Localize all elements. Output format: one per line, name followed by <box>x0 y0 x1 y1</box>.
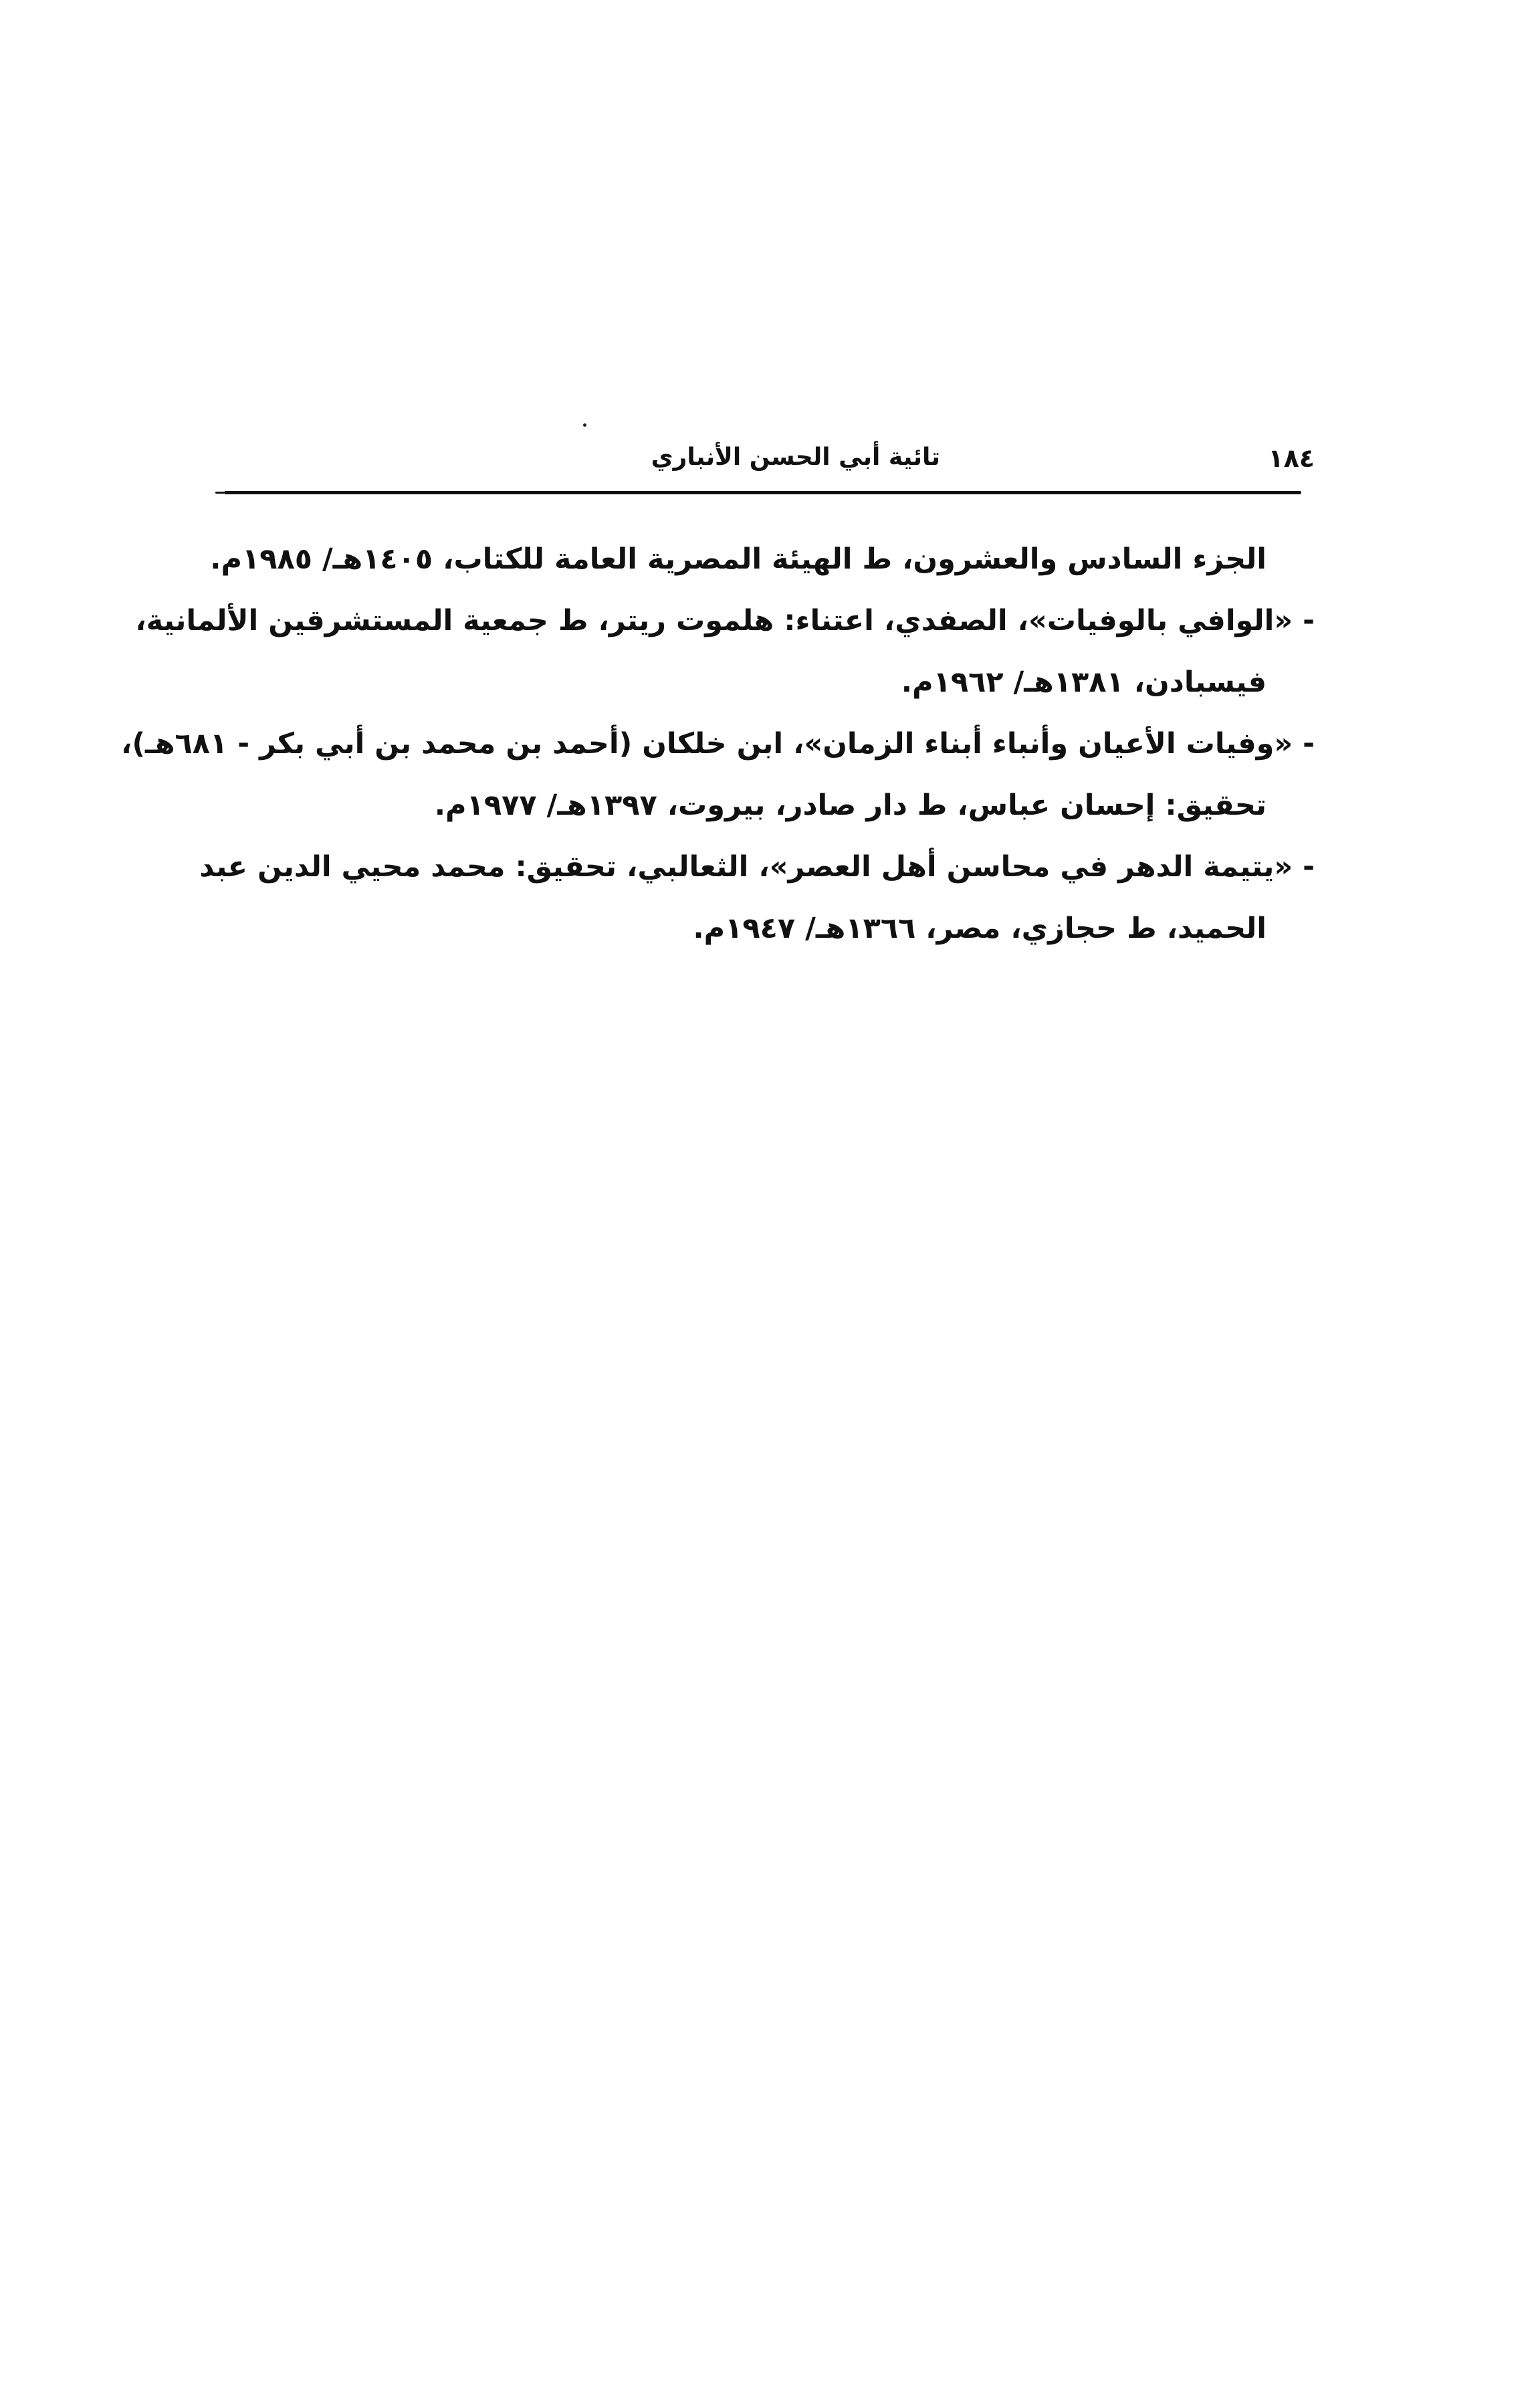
bibliography-line <box>222 898 1315 959</box>
page-number: ١٨٤ <box>1268 443 1315 473</box>
line-text: تحقيق: محمد محيي الدين عبد <box>199 850 627 884</box>
line-text: الجزء السادس والعشرون، ط الهيئة المصرية العامة للكتاب، ١٤٠٥هـ/ ١٩٨٥م. <box>210 542 1267 576</box>
line-text: اعتناء: هلموت ريتر، ط جمعية المستشرقين الألمانية، <box>135 604 884 637</box>
bibliography-line <box>121 713 1315 775</box>
entry-title: - «وفيات الأعيان وأنباء أبناء الزمان»، ابن خلكان <box>642 727 1315 761</box>
bibliography-line <box>222 775 1315 836</box>
bibliography-line <box>222 651 1315 713</box>
entry-title: - «الوافي بالوفيات»، الصفدي، <box>883 604 1315 637</box>
bibliography-line <box>135 590 1315 651</box>
bibliography-line <box>199 836 1315 898</box>
running-title: تائية أبي الحسن الأنباري <box>651 443 940 471</box>
bibliography-body <box>121 528 1315 959</box>
line-text: تحقيق: إحسان عباس، ط دار صادر، بيروت، ١٣٩٧هـ/ ١٩٧٧م. <box>434 789 1267 822</box>
line-text: الحميد، ط حجازي، مصر، ١٣٦٦هـ/ ١٩٤٧م. <box>693 912 1267 945</box>
line-text: فيسبادن، ١٣٨١هـ/ ١٩٦٢م. <box>901 666 1267 699</box>
line-text: (أحمد بن محمد بن أبي بكر - ٦٨١هـ)، <box>121 727 643 761</box>
entry-title: - «يتيمة الدهر في محاسن أهل العصر»، الثعالبي، <box>627 850 1315 884</box>
bibliography-line <box>210 528 1315 590</box>
stray-dot <box>583 423 586 427</box>
page-header <box>225 438 1315 480</box>
header-rule <box>225 491 1301 494</box>
